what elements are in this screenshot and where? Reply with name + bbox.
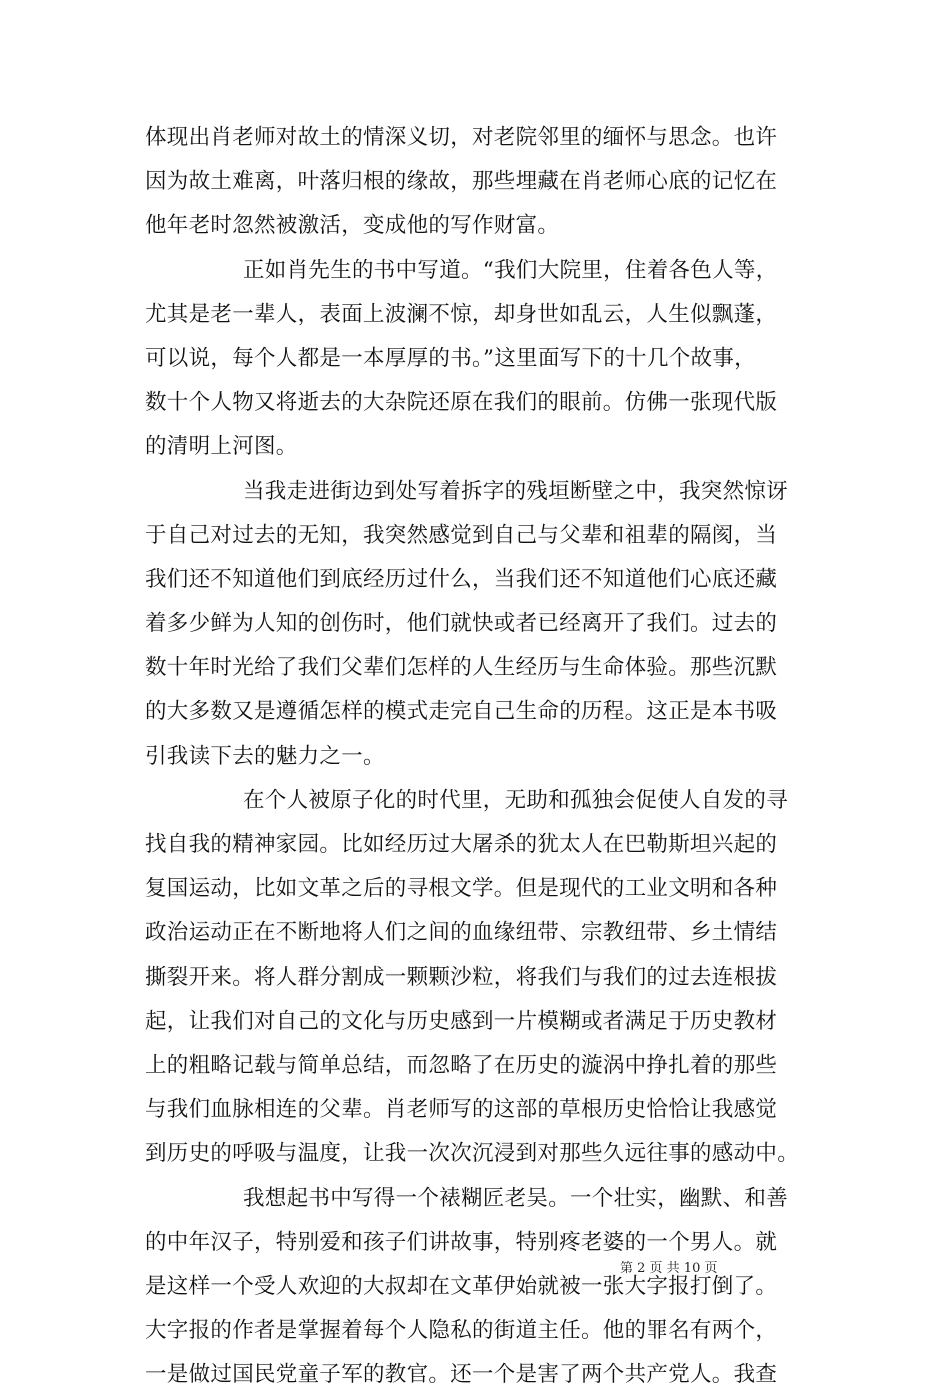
paragraph [145,116,807,249]
paragraph [145,779,807,1177]
text-line: 数十个人物又将逝去的大杂院还原在我们的眼前。仿佛一张现代版 [145,381,807,425]
paragraph [145,470,807,779]
text-line: 政治运动正在不断地将人们之间的血缘纽带、宗教纽带、乡土情结 [145,911,807,955]
text-line: 在个人被原子化的时代里，无助和孤独会促使人自发的寻 [145,779,807,823]
text-line: 我们还不知道他们到底经历过什么，当我们还不知道他们心底还藏 [145,558,807,602]
text-line: 与我们血脉相连的父辈。肖老师写的这部的草根历史恰恰让我感觉 [145,1088,807,1132]
text-line: 的清明上河图。 [145,425,807,469]
text-line: 数十年时光给了我们父辈们怎样的人生经历与生命体验。那些沉默 [145,646,807,690]
text-line: 起，让我们对自己的文化与历史感到一片模糊或者满足于历史教材 [145,1000,807,1044]
text-line: 可以说，每个人都是一本厚厚的书。”这里面写下的十几个故事， [145,337,807,381]
text-line: 的中年汉子，特别爱和孩子们讲故事，特别疼老婆的一个男人。就 [145,1221,807,1265]
text-line: 尤其是老一辈人，表面上波澜不惊，却身世如乱云，人生似飘蓬， [145,293,807,337]
text-line: 大字报的作者是掌握着每个人隐私的街道主任。他的罪名有两个， [145,1309,807,1353]
text-line: 他年老时忽然被激活，变成他的写作财富。 [145,204,807,248]
text-line: 引我读下去的魅力之一。 [145,735,807,779]
text-line: 当我走进街边到处写着拆字的残垣断壁之中，我突然惊讶 [145,470,807,514]
text-line: 上的粗略记载与简单总结，而忽略了在历史的漩涡中挣扎着的那些 [145,1044,807,1088]
text-line: 找自我的精神家园。比如经历过大屠杀的犹太人在巴勒斯坦兴起的 [145,823,807,867]
text-line: 于自己对过去的无知，我突然感觉到自己与父辈和祖辈的隔阂，当 [145,514,807,558]
paragraph [145,249,807,470]
text-line: 因为故土难离，叶落归根的缘故，那些埋藏在肖老师心底的记忆在 [145,160,807,204]
text-line: 我想起书中写得一个裱糊匠老吴。一个壮实，幽默、和善 [145,1177,807,1221]
text-line: 体现出肖老师对故土的情深义切，对老院邻里的缅怀与思念。也许 [145,116,807,160]
text-line: 一是做过国民党童子军的教官。还一个是害了两个共产党人。我查 [145,1353,807,1397]
text-line: 到历史的呼吸与温度，让我一次次沉浸到对那些久远往事的感动中。 [145,1132,807,1176]
document-body [145,116,807,1397]
text-line: 是这样一个受人欢迎的大叔却在文革伊始就被一张大字报打倒了。 [145,1265,807,1309]
text-line: 撕裂开来。将人群分割成一颗颗沙粒，将我们与我们的过去连根拔 [145,956,807,1000]
text-line: 着多少鲜为人知的创伤时，他们就快或者已经离开了我们。过去的 [145,602,807,646]
page-number-footer: 第 2 页 共 10 页 [0,1257,950,1276]
text-line: 的大多数又是遵循怎样的模式走完自己生命的历程。这正是本书吸 [145,690,807,734]
text-line: 复国运动，比如文革之后的寻根文学。但是现代的工业文明和各种 [145,867,807,911]
text-line: 正如肖先生的书中写道。“我们大院里，住着各色人等， [145,249,807,293]
paragraph [145,1177,807,1397]
